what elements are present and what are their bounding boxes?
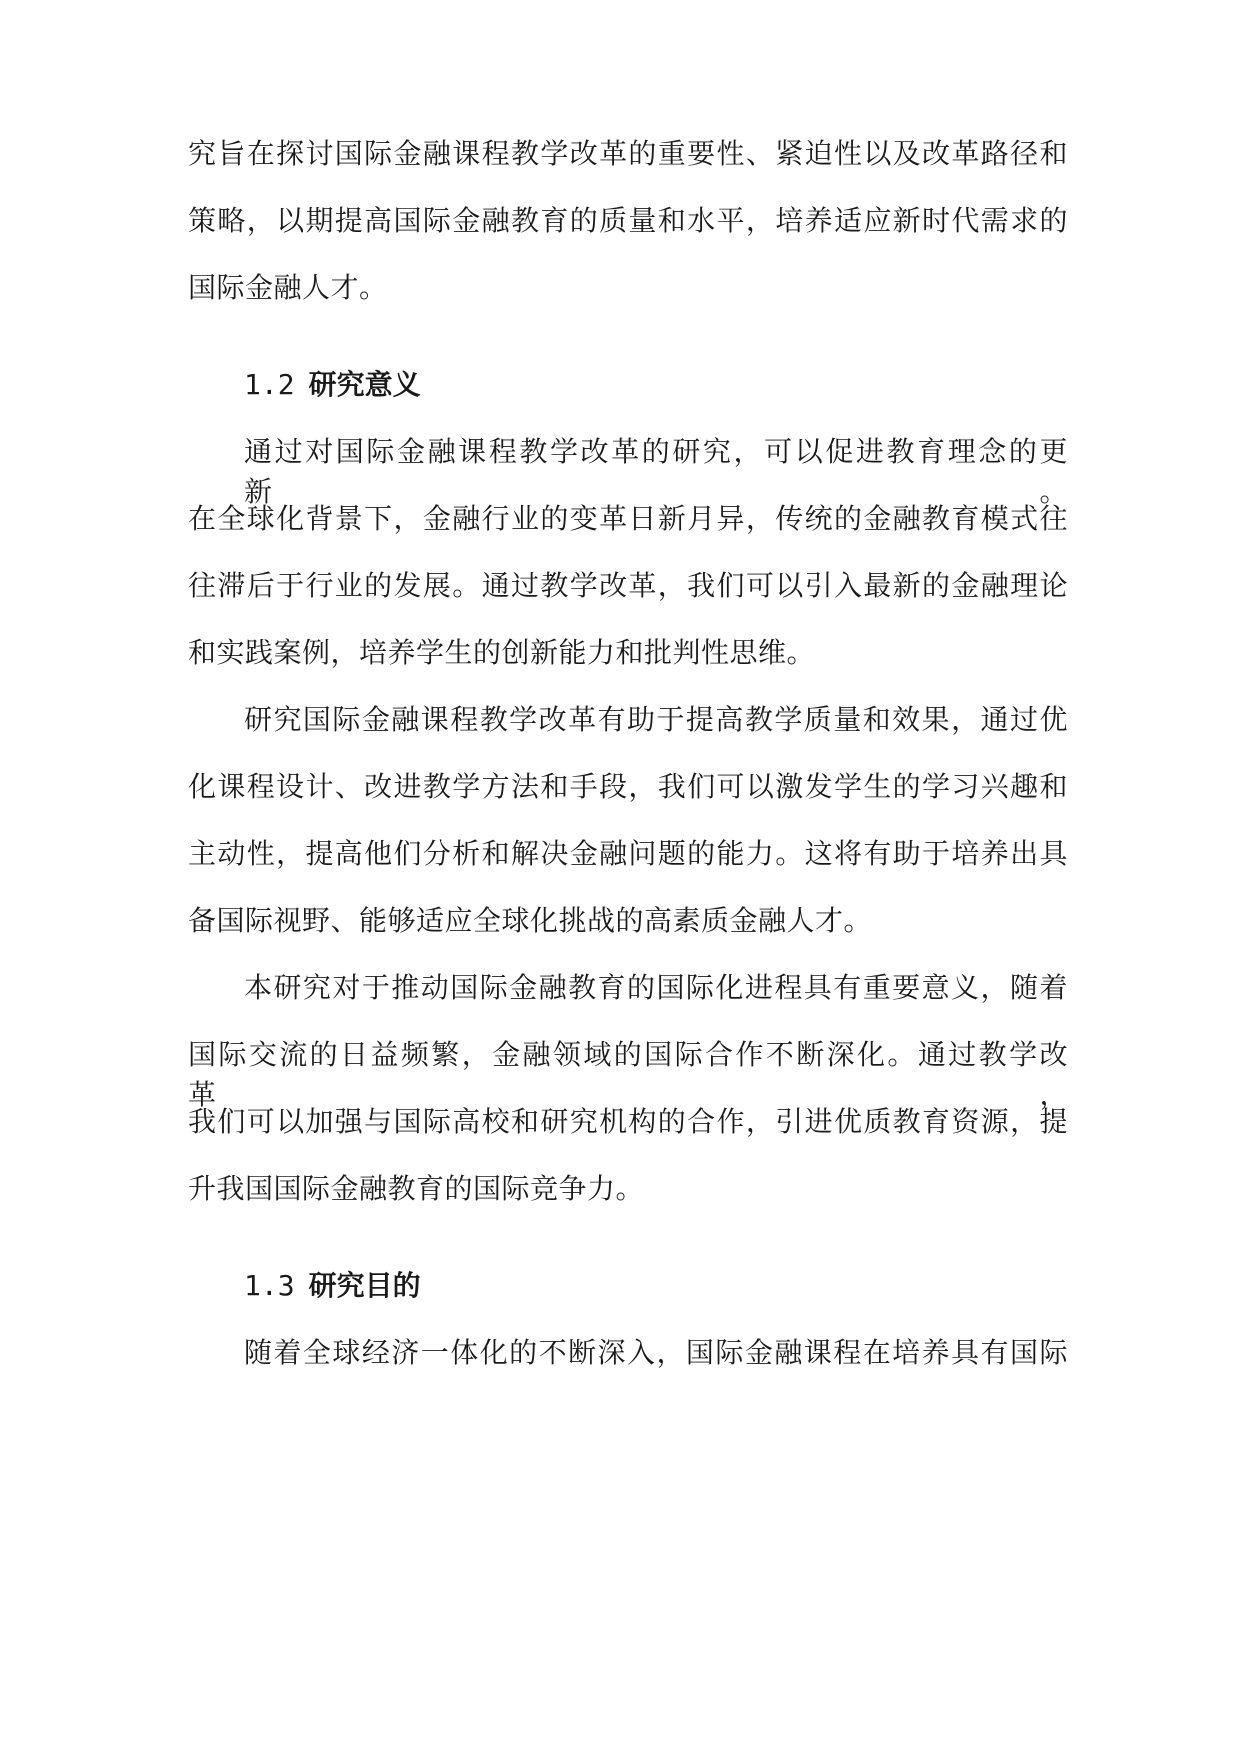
section-title: 研究意义 bbox=[308, 368, 421, 401]
body-text-line: 通过对国际金融课程教学改革的研究，可以促进教育理念的更新。 bbox=[244, 435, 1068, 508]
body-text-line: 本研究对于推动国际金融教育的国际化进程具有重要意义，随着 bbox=[244, 971, 1068, 1004]
body-text-line: 究旨在探讨国际金融课程教学改革的重要性、紧迫性以及改革路径和 bbox=[188, 137, 1068, 170]
body-text-line: 随着全球经济一体化的不断深入，国际金融课程在培养具有国际 bbox=[244, 1336, 1068, 1369]
body-text-line: 往滞后于行业的发展。通过教学改革，我们可以引入最新的金融理论 bbox=[188, 569, 1068, 602]
body-text-line: 我们可以加强与国际高校和研究机构的合作，引进优质教育资源，提 bbox=[188, 1105, 1068, 1138]
section-heading-1-3 bbox=[244, 1266, 421, 1306]
section-number: 1.3 bbox=[244, 1269, 295, 1302]
body-text-line: 国际金融人才。 bbox=[188, 271, 388, 304]
body-text-line: 主动性，提高他们分析和解决金融问题的能力。这将有助于培养出具 bbox=[188, 837, 1068, 870]
body-text-line: 备国际视野、能够适应全球化挑战的高素质金融人才。 bbox=[188, 904, 873, 937]
section-heading-1-2 bbox=[244, 365, 421, 405]
section-number: 1.2 bbox=[244, 368, 295, 401]
body-text-line: 研究国际金融课程教学改革有助于提高教学质量和效果，通过优 bbox=[244, 703, 1068, 736]
body-text-line: 升我国国际金融教育的国际竞争力。 bbox=[188, 1172, 645, 1205]
section-title: 研究目的 bbox=[308, 1269, 421, 1302]
body-text-line: 策略，以期提高国际金融教育的质量和水平，培养适应新时代需求的 bbox=[188, 204, 1068, 237]
body-text-line: 在全球化背景下，金融行业的变革日新月异，传统的金融教育模式往 bbox=[188, 502, 1068, 535]
body-text-line: 和实践案例，培养学生的创新能力和批判性思维。 bbox=[188, 636, 816, 669]
body-text-line: 国际交流的日益频繁，金融领域的国际合作不断深化。通过教学改革， bbox=[188, 1038, 1068, 1111]
body-text-line: 化课程设计、改进教学方法和手段，我们可以激发学生的学习兴趣和 bbox=[188, 770, 1068, 803]
